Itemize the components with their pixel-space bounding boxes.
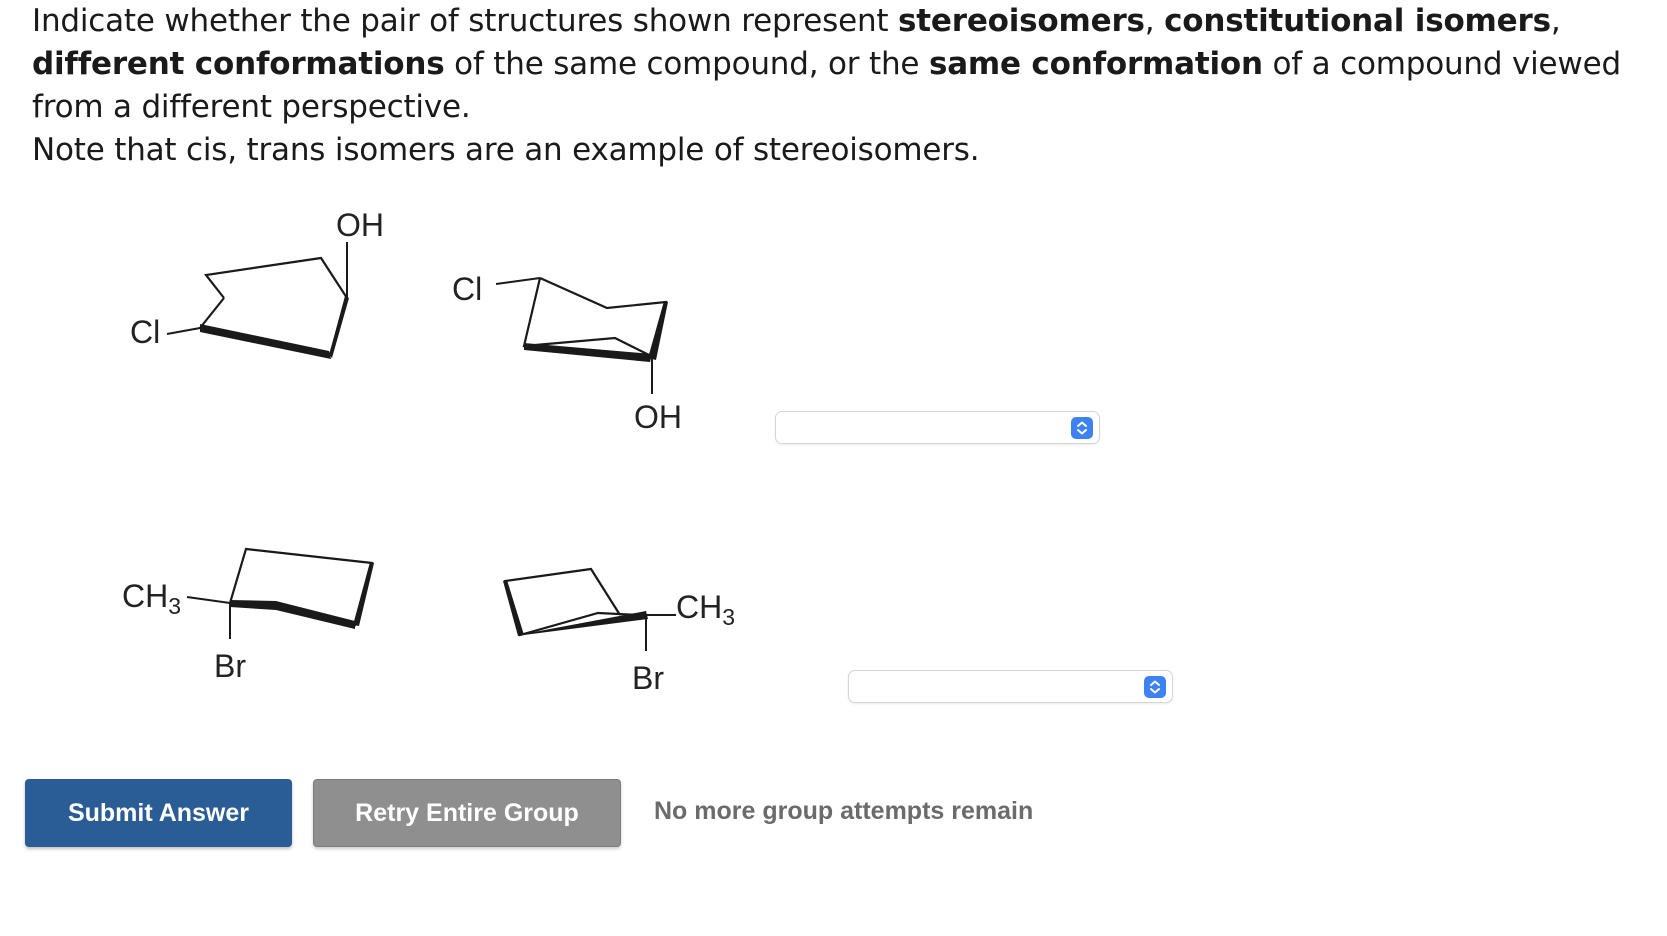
ring-wedge-bond bbox=[230, 600, 276, 610]
ring-wedge-bond bbox=[200, 324, 331, 359]
attempts-status-text: No more group attempts remain bbox=[654, 797, 1034, 825]
pair2-left-structure bbox=[110, 535, 390, 695]
question-text bbox=[32, 0, 1642, 172]
chevron-up-down-icon bbox=[1144, 676, 1166, 698]
substituent-br: Br bbox=[214, 648, 246, 684]
submit-answer-button[interactable]: Submit Answer bbox=[25, 779, 292, 847]
ring-wedge-bond bbox=[518, 611, 648, 635]
pair1-answer-select[interactable] bbox=[775, 411, 1100, 444]
term-different-conformations: different conformations bbox=[32, 46, 445, 82]
substituent-oh: OH bbox=[336, 207, 384, 243]
retry-entire-group-button[interactable]: Retry Entire Group bbox=[313, 779, 621, 847]
ring-wedge-bond bbox=[276, 601, 355, 629]
term-same-conformation: same conformation bbox=[928, 46, 1263, 82]
question-note: Note that cis, trans isomers are an example of stereoisomers. bbox=[32, 132, 980, 168]
substituent-cl: Cl bbox=[452, 271, 483, 307]
ring-wedge-bond bbox=[648, 301, 668, 360]
pair1-left-structure bbox=[110, 207, 384, 370]
ring-wedge-bond bbox=[353, 562, 374, 626]
ring-wedge-bond bbox=[329, 296, 349, 358]
pair1-right-structure bbox=[440, 270, 700, 440]
substituent-cl: Cl bbox=[130, 314, 161, 350]
pair2-answer-select[interactable] bbox=[848, 670, 1173, 703]
chevron-up-down-icon bbox=[1071, 417, 1093, 439]
substituent-ch3: $CH_3$ bbox=[676, 589, 736, 630]
bond-to-ch3 bbox=[187, 597, 230, 603]
bond-to-cl bbox=[496, 278, 540, 284]
question-instructions: Indicate whether the pair of structures shown represent stereoisomers, constitutional isomers, different conformations of the same compound, or the same conformation of a compound viewed from a different perspective. bbox=[32, 3, 1621, 125]
substituent-br: Br bbox=[632, 660, 664, 696]
term-constitutional-isomers: constitutional isomers bbox=[1164, 3, 1551, 39]
substituent-oh: OH bbox=[634, 399, 682, 435]
term-stereoisomers: stereoisomers bbox=[898, 3, 1145, 39]
pair2-right-structure bbox=[480, 545, 780, 705]
ring-wedge-bond bbox=[503, 580, 524, 636]
bond-to-cl bbox=[167, 328, 200, 334]
substituent-ch3: $CH_3$ bbox=[122, 578, 182, 619]
